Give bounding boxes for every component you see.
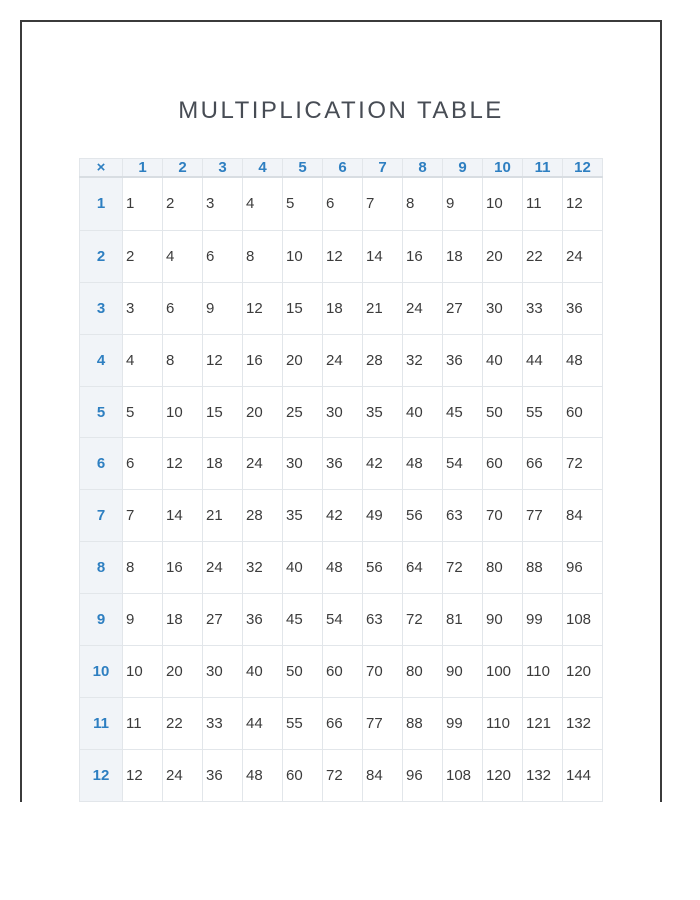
product-cell: 25: [283, 386, 323, 438]
product-cell: 77: [523, 490, 563, 542]
row-header: 8: [80, 542, 123, 594]
table-header: [80, 159, 603, 178]
column-header: 1: [123, 159, 163, 178]
product-cell: 80: [483, 542, 523, 594]
product-cell: 45: [443, 386, 483, 438]
product-cell: 16: [403, 230, 443, 282]
product-cell: 35: [283, 490, 323, 542]
product-cell: 66: [323, 698, 363, 750]
product-cell: 33: [203, 698, 243, 750]
product-cell: 77: [363, 698, 403, 750]
product-cell: 14: [163, 490, 203, 542]
product-cell: 20: [283, 334, 323, 386]
product-cell: 11: [523, 177, 563, 230]
product-cell: 12: [563, 177, 603, 230]
product-cell: 110: [483, 698, 523, 750]
product-cell: 90: [443, 646, 483, 698]
product-cell: 60: [563, 386, 603, 438]
product-cell: 7: [123, 490, 163, 542]
product-cell: 60: [483, 438, 523, 490]
product-cell: 72: [323, 749, 363, 801]
product-cell: 88: [523, 542, 563, 594]
product-cell: 88: [403, 698, 443, 750]
column-header: 5: [283, 159, 323, 178]
table-row: [80, 594, 603, 646]
product-cell: 44: [523, 334, 563, 386]
row-header: 1: [80, 177, 123, 230]
product-cell: 99: [523, 594, 563, 646]
product-cell: 2: [123, 230, 163, 282]
table-row: [80, 386, 603, 438]
product-cell: 28: [363, 334, 403, 386]
product-cell: 15: [203, 386, 243, 438]
product-cell: 56: [363, 542, 403, 594]
product-cell: 48: [403, 438, 443, 490]
multiplication-table: [79, 158, 603, 802]
product-cell: 36: [323, 438, 363, 490]
product-cell: 14: [363, 230, 403, 282]
product-cell: 9: [443, 177, 483, 230]
row-header: 3: [80, 282, 123, 334]
product-cell: 32: [243, 542, 283, 594]
product-cell: 90: [483, 594, 523, 646]
product-cell: 50: [483, 386, 523, 438]
product-cell: 10: [283, 230, 323, 282]
column-header: 10: [483, 159, 523, 178]
product-cell: 11: [123, 698, 163, 750]
product-cell: 12: [243, 282, 283, 334]
product-cell: 1: [123, 177, 163, 230]
product-cell: 42: [363, 438, 403, 490]
table-row: [80, 490, 603, 542]
page-title: MULTIPLICATION TABLE: [178, 97, 504, 124]
product-cell: 8: [123, 542, 163, 594]
product-cell: 40: [403, 386, 443, 438]
product-cell: 80: [403, 646, 443, 698]
product-cell: 42: [323, 490, 363, 542]
product-cell: 18: [443, 230, 483, 282]
product-cell: 8: [403, 177, 443, 230]
table-row: [80, 282, 603, 334]
product-cell: 32: [403, 334, 443, 386]
product-cell: 6: [323, 177, 363, 230]
product-cell: 40: [483, 334, 523, 386]
product-cell: 99: [443, 698, 483, 750]
product-cell: 24: [323, 334, 363, 386]
product-cell: 108: [563, 594, 603, 646]
product-cell: 56: [403, 490, 443, 542]
product-cell: 10: [163, 386, 203, 438]
product-cell: 30: [283, 438, 323, 490]
product-cell: 4: [243, 177, 283, 230]
column-header: 2: [163, 159, 203, 178]
product-cell: 54: [443, 438, 483, 490]
product-cell: 36: [443, 334, 483, 386]
product-cell: 84: [363, 749, 403, 801]
table-row: [80, 646, 603, 698]
product-cell: 36: [563, 282, 603, 334]
product-cell: 28: [243, 490, 283, 542]
product-cell: 6: [163, 282, 203, 334]
table-header-row: [80, 159, 603, 178]
product-cell: 81: [443, 594, 483, 646]
product-cell: 60: [323, 646, 363, 698]
table-row: [80, 438, 603, 490]
product-cell: 48: [563, 334, 603, 386]
product-cell: 20: [163, 646, 203, 698]
product-cell: 84: [563, 490, 603, 542]
column-header: 8: [403, 159, 443, 178]
row-header: 5: [80, 386, 123, 438]
product-cell: 66: [523, 438, 563, 490]
product-cell: 8: [243, 230, 283, 282]
product-cell: 24: [163, 749, 203, 801]
product-cell: 96: [563, 542, 603, 594]
product-cell: 12: [163, 438, 203, 490]
product-cell: 10: [483, 177, 523, 230]
product-cell: 63: [443, 490, 483, 542]
corner-cell: ×: [80, 159, 123, 178]
product-cell: 18: [203, 438, 243, 490]
product-cell: 70: [363, 646, 403, 698]
product-cell: 16: [163, 542, 203, 594]
product-cell: 8: [163, 334, 203, 386]
column-header: 11: [523, 159, 563, 178]
product-cell: 22: [163, 698, 203, 750]
product-cell: 3: [123, 282, 163, 334]
product-cell: 120: [483, 749, 523, 801]
product-cell: 45: [283, 594, 323, 646]
product-cell: 63: [363, 594, 403, 646]
row-header: 7: [80, 490, 123, 542]
product-cell: 24: [203, 542, 243, 594]
product-cell: 30: [323, 386, 363, 438]
column-header: 9: [443, 159, 483, 178]
table-body: [80, 177, 603, 802]
product-cell: 49: [363, 490, 403, 542]
product-cell: 121: [523, 698, 563, 750]
product-cell: 4: [123, 334, 163, 386]
product-cell: 22: [523, 230, 563, 282]
product-cell: 24: [403, 282, 443, 334]
product-cell: 40: [283, 542, 323, 594]
product-cell: 27: [443, 282, 483, 334]
product-cell: 144: [563, 749, 603, 801]
product-cell: 132: [523, 749, 563, 801]
product-cell: 55: [283, 698, 323, 750]
product-cell: 20: [483, 230, 523, 282]
row-header: 2: [80, 230, 123, 282]
product-cell: 64: [403, 542, 443, 594]
product-cell: 36: [243, 594, 283, 646]
column-header: 4: [243, 159, 283, 178]
product-cell: 15: [283, 282, 323, 334]
table-row: [80, 230, 603, 282]
product-cell: 10: [123, 646, 163, 698]
product-cell: 48: [323, 542, 363, 594]
product-cell: 5: [283, 177, 323, 230]
product-cell: 100: [483, 646, 523, 698]
column-header: 7: [363, 159, 403, 178]
product-cell: 120: [563, 646, 603, 698]
product-cell: 12: [123, 749, 163, 801]
product-cell: 12: [203, 334, 243, 386]
product-cell: 20: [243, 386, 283, 438]
table-row: [80, 749, 603, 801]
product-cell: 40: [243, 646, 283, 698]
row-header: 4: [80, 334, 123, 386]
product-cell: 16: [243, 334, 283, 386]
row-header: 9: [80, 594, 123, 646]
product-cell: 21: [203, 490, 243, 542]
product-cell: 50: [283, 646, 323, 698]
table-row: [80, 698, 603, 750]
product-cell: 60: [283, 749, 323, 801]
row-header: 6: [80, 438, 123, 490]
row-header: 10: [80, 646, 123, 698]
product-cell: 36: [203, 749, 243, 801]
product-cell: 108: [443, 749, 483, 801]
product-cell: 72: [563, 438, 603, 490]
product-cell: 18: [323, 282, 363, 334]
product-cell: 30: [203, 646, 243, 698]
product-cell: 54: [323, 594, 363, 646]
table-row: [80, 542, 603, 594]
product-cell: 9: [203, 282, 243, 334]
product-cell: 12: [323, 230, 363, 282]
table-row: [80, 177, 603, 230]
column-header: 6: [323, 159, 363, 178]
product-cell: 27: [203, 594, 243, 646]
product-cell: 18: [163, 594, 203, 646]
table-row: [80, 334, 603, 386]
product-cell: 24: [563, 230, 603, 282]
page-frame: [20, 20, 662, 802]
product-cell: 21: [363, 282, 403, 334]
product-cell: 5: [123, 386, 163, 438]
product-cell: 55: [523, 386, 563, 438]
product-cell: 3: [203, 177, 243, 230]
product-cell: 35: [363, 386, 403, 438]
product-cell: 7: [363, 177, 403, 230]
product-cell: 48: [243, 749, 283, 801]
product-cell: 30: [483, 282, 523, 334]
product-cell: 24: [243, 438, 283, 490]
row-header: 12: [80, 749, 123, 801]
product-cell: 132: [563, 698, 603, 750]
product-cell: 110: [523, 646, 563, 698]
product-cell: 4: [163, 230, 203, 282]
product-cell: 72: [443, 542, 483, 594]
product-cell: 70: [483, 490, 523, 542]
row-header: 11: [80, 698, 123, 750]
column-header: 12: [563, 159, 603, 178]
product-cell: 6: [123, 438, 163, 490]
product-cell: 6: [203, 230, 243, 282]
product-cell: 2: [163, 177, 203, 230]
product-cell: 96: [403, 749, 443, 801]
product-cell: 33: [523, 282, 563, 334]
product-cell: 72: [403, 594, 443, 646]
product-cell: 44: [243, 698, 283, 750]
product-cell: 9: [123, 594, 163, 646]
column-header: 3: [203, 159, 243, 178]
